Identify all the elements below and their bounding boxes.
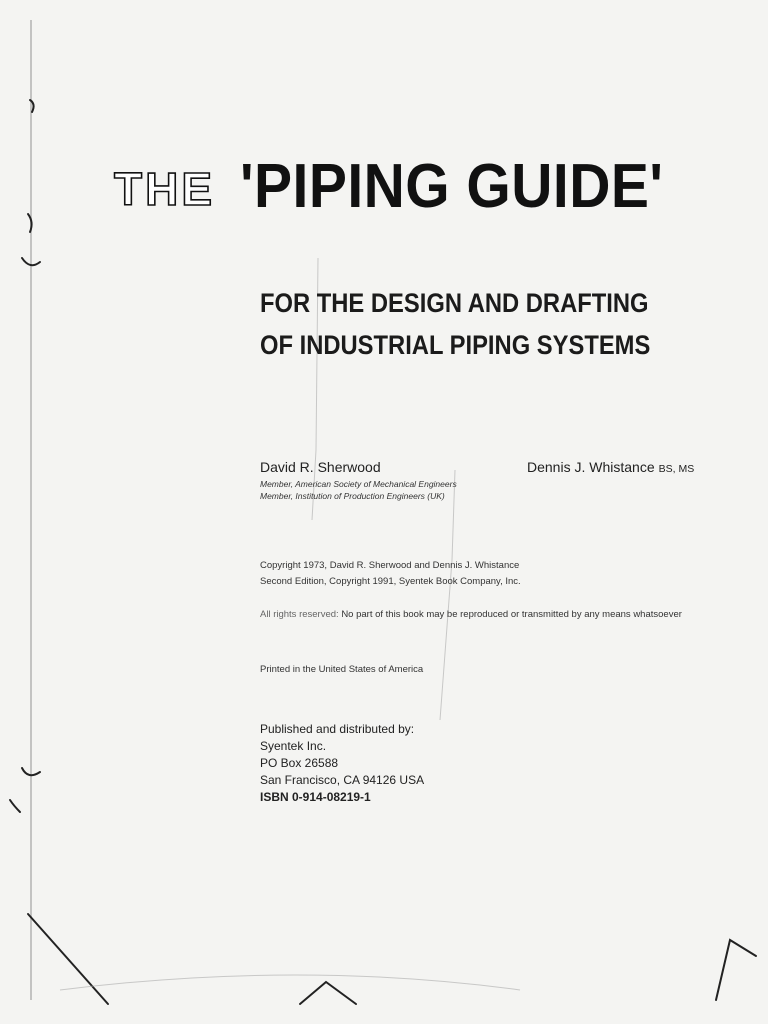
author-2-name: Dennis J. Whistance xyxy=(527,459,655,475)
author-1-affiliation-1: Member, American Society of Mechanical Engineers xyxy=(260,479,457,489)
publisher-block xyxy=(260,721,424,806)
page-title: 'PIPING GUIDE' xyxy=(240,152,664,221)
publisher-po-box: PO Box 26588 xyxy=(260,756,339,770)
rights-notice xyxy=(260,609,682,620)
rights-text: No part of this book may be reproduced or transmitted by any means whatsoever xyxy=(341,609,682,620)
publisher-name: Syentek Inc. xyxy=(260,739,327,753)
author-2 xyxy=(527,459,694,475)
author-2-degrees: BS, MS xyxy=(658,463,695,475)
publisher-city: San Francisco, CA 94126 USA xyxy=(260,773,425,787)
rights-label: All rights reserved: xyxy=(260,609,339,620)
subtitle-line-1: FOR THE DESIGN AND DRAFTING xyxy=(260,288,649,318)
publisher-heading: Published and distributed by: xyxy=(260,722,415,736)
title-the: THE xyxy=(114,163,215,215)
subtitle-line-2: OF INDUSTRIAL PIPING SYSTEMS xyxy=(260,330,651,360)
printed-notice: Printed in the United States of America xyxy=(260,664,424,675)
copyright-line-2: Second Edition, Copyright 1991, Syentek Book Company, Inc. xyxy=(260,576,521,587)
isbn: ISBN 0-914-08219-1 xyxy=(260,790,371,804)
author-1-name: David R. Sherwood xyxy=(260,459,381,475)
author-1-affiliation-2: Member, Institution of Production Engineers (UK) xyxy=(260,491,445,501)
copyright-line-1: Copyright 1973, David R. Sherwood and Dennis J. Whistance xyxy=(260,560,520,571)
